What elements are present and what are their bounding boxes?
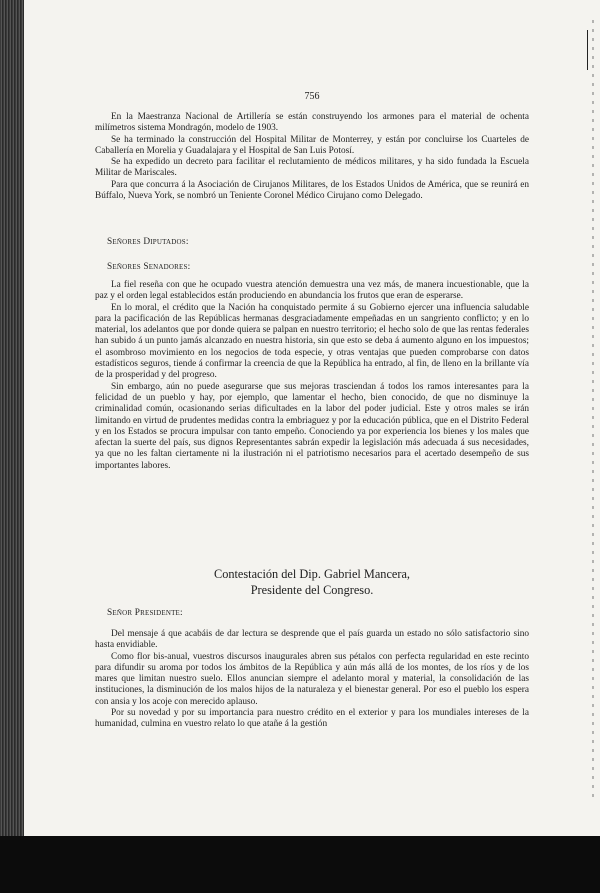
paragraph: En lo moral, el crédito que la Nación ha conquistado permite á su Gobierno ejercer una influencia saludable para la pacificación de las Repúblicas hermanas desgraciadamente empeñadas en un sangriento conflicto; y en lo material, los adelantos que por donde quiera se palpan en nuestro territorio; el hecho solo de que las rentas federales han subido á un punto jamás alcanzado en nuestra historia, sin que esto se deba á aumento alguno en los impuestos; el asombroso movimiento en los negocios de toda especie, y otras ventajas que pueden comprobarse con datos estadísticos seguros, tiende á confirmar la creencia de que la República ha entrado, al fin, de lleno en la brillante vía de la prosperidad y del progreso. xyxy=(95,302,529,381)
section-heading xyxy=(95,566,529,598)
document-page xyxy=(24,0,600,836)
paragraph: La fiel reseña con que he ocupado vuestra atención demuestra una vez más, de manera incuestionable, que la paz y el orden legal establecidos están produciendo en abundancia los frutos que eran de esperarse. xyxy=(95,280,529,302)
section-reply xyxy=(95,629,529,731)
paragraph: En la Maestranza Nacional de Artillería se están construyendo los armones para el material de ochenta milímetros sistema Mondragón, modelo de 1903. xyxy=(95,112,529,134)
heading-line-1: Contestación del Dip. Gabriel Mancera, xyxy=(214,567,410,581)
salutation-senadores: Señores Senadores: xyxy=(107,262,191,272)
paragraph: Del mensaje á que acabáis de dar lectura se desprende que el país guarda un estado no sólo satisfactorio sino hasta envidiable. xyxy=(95,629,529,651)
scan-left-edge xyxy=(0,0,24,893)
scan-bottom-edge xyxy=(0,836,600,893)
paragraph: Como flor bis-anual, vuestros discursos inaugurales abren sus pétalos con perfecta regularidad en este recinto para difundir su aroma por todos los ámbitos de la República y aún más allá de los montes, de los ríos y de los mares que limitan nuestro suelo. Ellos anuncian siempre el adelanto moral y material, la consolidación de las instituciones, la disminución de los malos hijos de la naturaleza y el bienestar general. Por eso el pueblo los espera con ansia y los acoje con merecido aplauso. xyxy=(95,651,529,707)
salutation-diputados: Señores Diputados: xyxy=(107,237,189,247)
section-closing-message xyxy=(95,280,529,472)
paragraph: Se ha expedido un decreto para facilitar el reclutamiento de médicos militares, y ha sido fundada la Escuela Militar de Mariscales. xyxy=(95,157,529,179)
paragraph: Para que concurra á la Asociación de Cirujanos Militares, de los Estados Unidos de América, que se reunirá en Búffalo, Nueva York, se nombró un Teniente Coronel Médico Cirujano como Delegado. xyxy=(95,179,529,202)
page-edge-mark xyxy=(587,30,588,70)
paragraph: Sin embargo, aún no puede asegurarse que sus mejoras trasciendan á todos los ramos interesantes para la felicidad de un pueblo y hay, por ejemplo, que lamentar el hecho, bien conocido, de que no disminuye la criminalidad común, ocasionando serias dificultades en la labor del poder judicial. Este y otros males se irán limitando en virtud de prudentes medidas contra la embriaguez y por la educación pública, que en el Distrito Federal y en los Estados se procura impulsar con tanto empeño. Conociendo ya por experiencia los bienes y los males que afectan la suerte del país, sus dignos Representantes sabrán expedir la legislación más adecuada á sus necesidades, ya que no les faltan ciertamente ni la ilustración ni el patriotismo necesarios para el acertado desempeño de sus importantes labores. xyxy=(95,381,529,471)
section-military-works xyxy=(95,112,529,202)
heading-line-2: Presidente del Congreso. xyxy=(250,583,374,597)
paragraph: Por su novedad y por su importancia para nuestro crédito en el exterior y para los mundiales intereses de la humanidad, culmina en vuestro relato lo que atañe á la gestión xyxy=(95,708,529,730)
page-right-edge xyxy=(592,20,594,800)
page-number: 756 xyxy=(304,91,320,102)
salutation-presidente: Señor Presidente: xyxy=(107,608,183,618)
paragraph: Se ha terminado la construcción del Hospital Militar de Monterrey, y están por concluirse los Cuarteles de Caballería en Morelia y Guadalajara y el Hospital de San Luis Potosí. xyxy=(95,134,529,156)
